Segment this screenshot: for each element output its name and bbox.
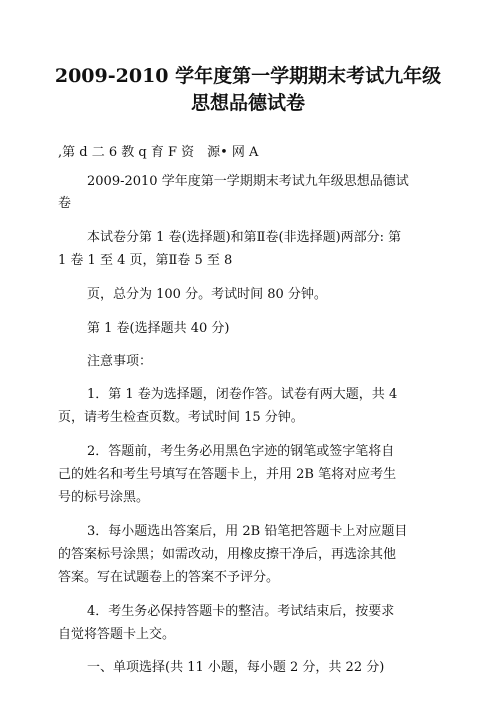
paragraph-1-line-1: 2009-2010 学年度第一学期期末考试九年级思想品德试: [87, 174, 409, 189]
paragraph-5-line-1: 注意事项：: [87, 354, 153, 369]
paragraph-7-line-1: 2．答题前，考生务必用黑色字迹的钢笔或签字笔将自: [87, 444, 395, 459]
paragraph-8-line-3: 答案。写在试题卷上的答案不予评分。: [58, 570, 280, 585]
paragraph-9-line-2: 自觉将答题卡上交。: [58, 627, 176, 642]
paragraph-7-line-3: 号的标号涂黑。: [58, 490, 150, 505]
paragraph-7-line-2: 己的姓名和考生号填写在答题卡上，并用 2B 笔将对应考生: [58, 467, 397, 482]
paragraph-8-line-1: 3．每小题选出答案后，用 2B 铅笔把答题卡上对应题目: [87, 524, 408, 539]
paragraph-8-line-2: 的答案标号涂黑；如需改动，用橡皮擦干净后，再选涂其他: [58, 547, 397, 562]
document-title-line-1: 2009-2010 学年度第一学期期末考试九年级: [54, 65, 442, 87]
paragraph-2-line-1: 本试卷分第 1 卷(选择题)和第Ⅱ卷(非选择题)两部分: 第: [87, 230, 402, 245]
paragraph-6-line-2: 页，请考生检查页数。考试时间 15 分钟。: [58, 410, 304, 425]
paragraph-3-line-1: 页，总分为 100 分。考试时间 80 分钟。: [87, 287, 327, 302]
paragraph-4-line-1: 第 1 卷(选择题共 40 分): [87, 321, 230, 336]
document-title-line-2: 思想品德试卷: [190, 92, 305, 114]
paragraph-1-line-2: 卷: [58, 196, 72, 211]
paragraph-10-line-1: 一、单项选择(共 11 小题，每小题 2 分，共 22 分): [87, 660, 385, 675]
paragraph-6-line-1: 1．第 1 卷为选择题，闭卷作答。试卷有两大题，共 4: [87, 387, 398, 402]
paragraph-9-line-1: 4．考生务必保持答题卡的整洁。考试结束后，按要求: [87, 604, 395, 619]
paragraph-2-line-2: 1 卷 1 至 4 页，第Ⅱ卷 5 至 8: [58, 253, 233, 268]
source-line: ,第 d 二 6 教 q 育 F 资 源• 网 A: [58, 145, 259, 160]
